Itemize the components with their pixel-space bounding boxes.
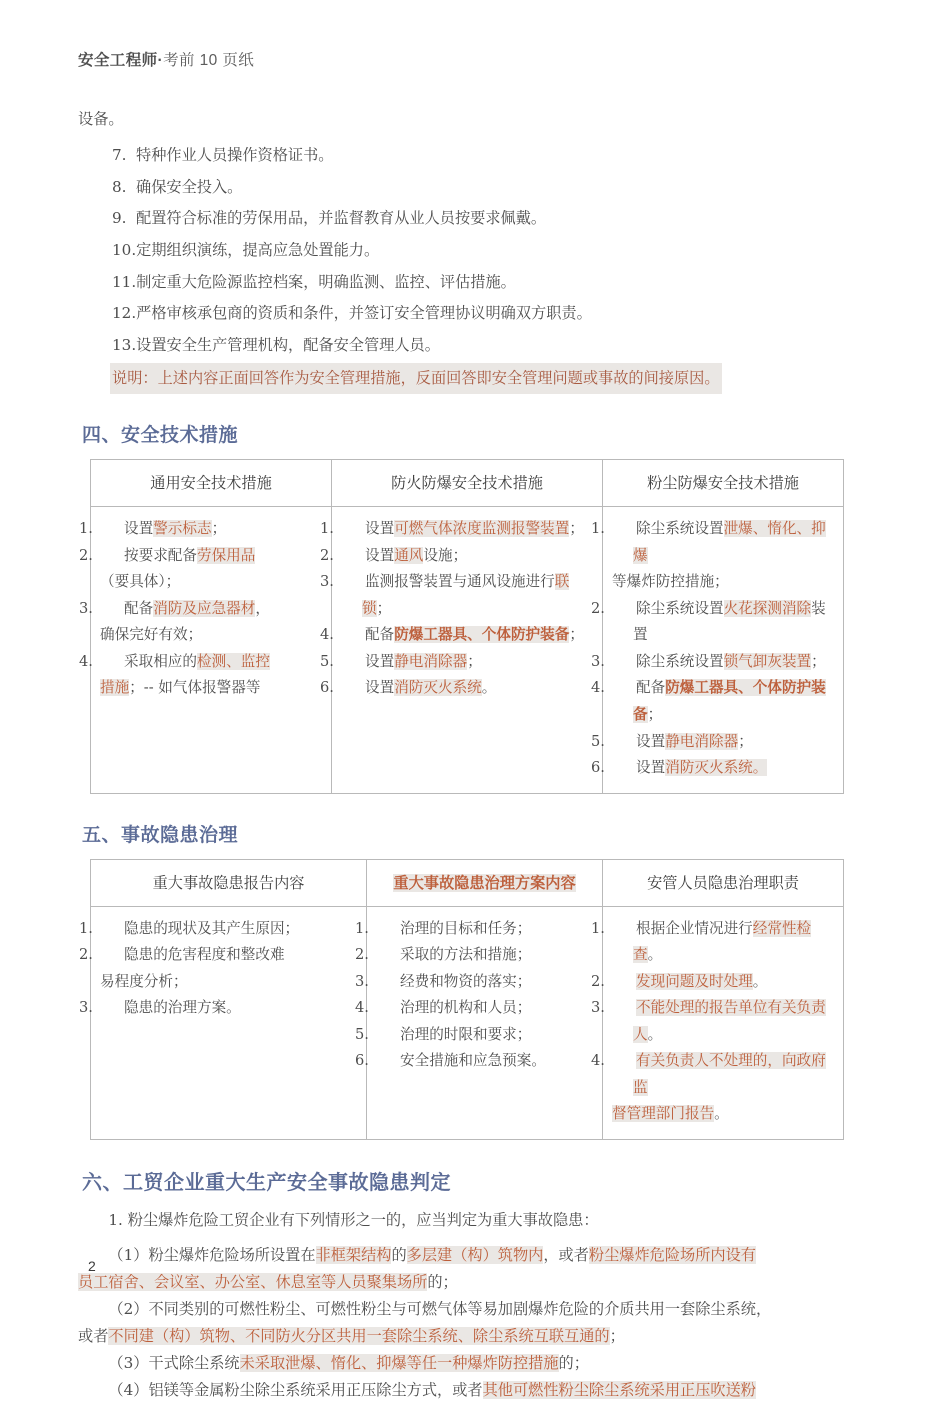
- line-number: 4.: [79, 652, 93, 670]
- cell-line: [79, 516, 322, 543]
- cell-line: [100, 622, 322, 649]
- line-text: 经费和物资的落实；: [400, 972, 532, 990]
- judgement-item-cont: [78, 1323, 868, 1350]
- cell-plan-content: [355, 906, 603, 1139]
- header-title: 安全工程师: [78, 52, 158, 69]
- line-number: 3.: [355, 972, 369, 990]
- highlight-term: 可燃气体浓度监测报警装置: [394, 520, 570, 538]
- judgement-item-cont: [78, 1269, 868, 1296]
- line-number: 6.: [320, 679, 334, 697]
- judgement-item: [78, 1242, 868, 1269]
- line-text: 等爆炸防控措施；: [612, 573, 729, 591]
- highlight-term: 联锁: [362, 573, 570, 617]
- item-seg: 的；: [558, 1354, 589, 1373]
- highlight-term: 锁气卸灰装置: [723, 652, 812, 670]
- highlight-term: 发现问题及时处理: [636, 972, 753, 990]
- section6-intro: 1. 粉尘爆炸危险工贸企业有下列情形之一的，应当判定为重大事故隐患：: [108, 1211, 599, 1230]
- line-text: 设置: [365, 652, 395, 670]
- item-label: （3）: [108, 1354, 149, 1373]
- list-item: [78, 331, 868, 361]
- line-text-post: ，: [255, 599, 270, 617]
- line-text: 按要求配备: [124, 546, 197, 564]
- line-number: 1.: [591, 520, 605, 538]
- list-item: [78, 141, 868, 171]
- line-text-post: 。: [752, 972, 768, 990]
- list-item: [78, 236, 868, 266]
- line-text: 配备: [636, 679, 666, 697]
- item-seg: ，或者: [543, 1246, 589, 1265]
- highlight-term: 泄爆、惰化、抑爆: [633, 520, 826, 564]
- highlight-term: 不能处理的报告单位有关负责人: [633, 999, 826, 1043]
- line-number: 1.: [79, 919, 93, 937]
- cell-line: [79, 995, 357, 1022]
- line-number: 3.: [79, 999, 93, 1017]
- line-text: 隐患的危害程度和整改难: [124, 946, 285, 964]
- cell-line: [612, 569, 834, 596]
- highlight-term: 消防灭火系统。: [665, 759, 768, 777]
- line-number: 2.: [79, 946, 93, 964]
- line-text: 治理的目标和任务；: [400, 919, 532, 937]
- cell-line: [79, 596, 322, 623]
- highlight-term: 火花探测消除: [723, 599, 812, 617]
- cell-line: [591, 729, 834, 756]
- line-text: 除尘系统设置: [636, 599, 724, 617]
- item-seg: 的；: [427, 1273, 458, 1292]
- list-item: [78, 268, 868, 298]
- list-item: [78, 299, 868, 329]
- line-number: 3.: [320, 573, 334, 591]
- list-item-number: 8.: [112, 177, 127, 196]
- line-text-post: ；: [467, 652, 482, 670]
- item-seg: ；: [609, 1327, 625, 1346]
- cell-line: [320, 675, 593, 702]
- list-item-number: 13.: [112, 335, 137, 354]
- cell-line: [591, 969, 834, 996]
- line-text: 采取相应的: [124, 652, 197, 670]
- line-text-post: ；: [647, 706, 663, 723]
- column-header-staff-duty: 安管人员隐患治理职责: [603, 859, 844, 906]
- cell-line: [355, 1048, 593, 1075]
- line-text: 隐患的现状及其产生原因；: [124, 919, 300, 937]
- line-text-post: ；: [811, 652, 826, 670]
- cell-line: [100, 969, 357, 996]
- line-text-post: 设施；: [423, 546, 468, 564]
- highlight-term: 不同建（构）筑物、不同防火分区共用一套除尘系统、除尘系统互联互通的: [108, 1327, 610, 1346]
- line-text: 根据企业情况进行: [636, 919, 753, 937]
- highlight-term: 防爆工器具、个体防护装备: [394, 626, 570, 644]
- highlight-term: 消防及应急器材: [153, 599, 256, 617]
- line-number: 6.: [355, 1052, 369, 1070]
- highlight-term: 防爆工器具、个体防护装备: [633, 679, 826, 723]
- item-seg: 粉尘爆炸危险场所设置在: [148, 1246, 316, 1265]
- line-text-post: 。: [647, 1025, 663, 1043]
- list-item: [78, 204, 868, 234]
- page-number: 2: [88, 1258, 96, 1274]
- header-separator: ·: [157, 52, 164, 69]
- list-item-number: 7.: [112, 146, 127, 165]
- item-label: （1）: [108, 1246, 149, 1265]
- item-label: （2）: [108, 1300, 149, 1319]
- line-number: 4.: [355, 999, 369, 1017]
- cell-line: [320, 543, 593, 570]
- line-text: 确保完好有效；: [100, 626, 203, 644]
- line-text: 设置: [365, 679, 395, 697]
- cell-line: [100, 675, 322, 702]
- cell-line: [355, 969, 593, 996]
- cell-line: [355, 995, 593, 1022]
- judgement-item: [78, 1377, 868, 1404]
- cell-line: [591, 916, 834, 969]
- cell-line: [591, 675, 834, 728]
- highlight-term: 静电消除器: [394, 652, 468, 670]
- section-heading-5: 五、事故隐患治理: [82, 824, 239, 846]
- line-number: 4.: [320, 626, 334, 644]
- table-row: [91, 906, 844, 1139]
- cell-line: [591, 596, 834, 649]
- line-text: 除尘系统设置: [636, 520, 724, 538]
- line-text: 隐患的治理方案。: [124, 999, 241, 1017]
- line-text-post: ；-- 如气体报警器等: [129, 679, 261, 697]
- line-number: 3.: [591, 999, 605, 1017]
- highlight-term: 措施: [100, 679, 130, 697]
- line-number: 3.: [79, 599, 93, 617]
- line-number: 5.: [591, 732, 605, 750]
- table-header-row: [91, 859, 844, 906]
- list-item-number: 12.: [112, 304, 137, 323]
- line-number: 1.: [79, 520, 93, 538]
- line-number: 2.: [591, 599, 605, 617]
- column-header-plan-content: [367, 859, 603, 906]
- note-paragraph: [78, 363, 868, 395]
- measures-list: [78, 141, 868, 360]
- line-text: 设置: [365, 546, 395, 564]
- line-text: 设置: [636, 732, 666, 750]
- cell-line: [320, 622, 593, 649]
- line-number: 4.: [591, 679, 605, 697]
- cell-line: [612, 1101, 834, 1128]
- column-header-fire-explosion: 防火防爆安全技术措施: [332, 460, 603, 507]
- list-item-text: 严格审核承包商的资质和条件，并签订安全管理协议明确双方职责。: [136, 304, 592, 323]
- item-seg: 不同类别的可燃性粉尘、可燃性粉尘与可燃气体等易加剧爆炸危险的介质共用一套除尘系统，: [148, 1300, 772, 1319]
- running-header: [78, 48, 872, 70]
- item-seg: 铝镁等金属粉尘除尘系统采用正压除尘方式，或者: [148, 1381, 483, 1400]
- table-header-row: [91, 460, 844, 507]
- judgement-item: [78, 1296, 868, 1323]
- cell-line: [591, 1048, 834, 1101]
- list-item: [78, 173, 868, 203]
- judgement-item: [78, 1350, 868, 1377]
- line-text: 监测报警装置与通风设施进行: [365, 573, 555, 591]
- line-text-post: ；: [569, 626, 584, 644]
- list-item-text: 制定重大危险源监控档案，明确监测、监控、评估措施。: [136, 272, 516, 291]
- highlight-term: 未采取泄爆、惰化、抑爆等任一种爆炸防控措施: [239, 1354, 559, 1373]
- safety-technical-measures-table: [79, 459, 844, 793]
- cell-line: [320, 649, 593, 676]
- section-heading-4: 四、安全技术措施: [82, 425, 239, 447]
- carryover-line: 设备。: [78, 110, 124, 128]
- cell-line: [79, 916, 357, 943]
- highlight-term: 督管理部门报告: [612, 1105, 715, 1123]
- line-number: 1.: [320, 520, 334, 538]
- header-highlight: 重大事故隐患治理方案内容: [393, 873, 576, 892]
- line-text: 治理的时限和要求；: [400, 1025, 532, 1043]
- highlight-term: 消防灭火系统: [394, 679, 482, 697]
- line-number: 2.: [591, 972, 605, 990]
- cell-line: [355, 916, 593, 943]
- highlight-term: 非框架结构: [315, 1246, 392, 1265]
- cell-line: [320, 569, 593, 622]
- line-text-post: 。: [481, 679, 497, 697]
- cell-line: [355, 1022, 593, 1049]
- hazard-governance-table: [79, 859, 844, 1140]
- cell-line: [591, 516, 834, 569]
- cell-line: [591, 649, 834, 676]
- cell-line: [79, 543, 322, 570]
- line-number: 1.: [591, 919, 605, 937]
- highlight-term: 警示标志: [153, 520, 212, 538]
- line-text: 设置: [636, 759, 666, 777]
- highlight-term: 静电消除器: [665, 732, 739, 750]
- line-text-post: ；: [211, 520, 227, 538]
- line-number: 5.: [320, 652, 334, 670]
- line-text: 治理的机构和人员；: [400, 999, 532, 1017]
- cell-line: [591, 995, 834, 1048]
- line-number: 6.: [591, 759, 605, 777]
- column-header-dust-explosion: 粉尘防爆安全技术措施: [603, 460, 844, 507]
- cell-line: [79, 942, 357, 969]
- list-item-text: 设置安全生产管理机构，配备安全管理人员。: [136, 335, 440, 354]
- document-body: [78, 106, 868, 1404]
- line-text: 易程度分析；: [100, 972, 188, 990]
- cell-fire-explosion-measures: [320, 507, 603, 793]
- cell-line: [355, 942, 593, 969]
- line-text: 设置: [365, 520, 395, 538]
- list-item-text: 特种作业人员操作资格证书。: [136, 146, 334, 165]
- item-seg: 或者: [78, 1327, 109, 1346]
- item-seg: 的: [391, 1246, 407, 1265]
- line-number: 2.: [355, 946, 369, 964]
- highlight-term: 劳保用品: [196, 546, 256, 564]
- highlight-term: 员工宿舍、会议室、办公室、休息室等人员聚集场所: [78, 1273, 428, 1292]
- header-subtitle: 考前 10 页纸: [163, 52, 255, 69]
- highlight-term: 经常性检查: [633, 919, 812, 964]
- column-header-report-content: 重大事故隐患报告内容: [91, 859, 367, 906]
- list-item-number: 10.: [112, 240, 137, 259]
- line-text-post: ；: [738, 732, 753, 750]
- cell-dust-explosion-measures: [591, 507, 844, 793]
- line-number: 2.: [320, 546, 334, 564]
- item-label: （4）: [108, 1381, 149, 1400]
- line-number: 3.: [591, 652, 605, 670]
- line-text-post: 装置: [633, 599, 826, 644]
- highlight-term: 其他可燃性粉尘除尘系统采用正压吹送粉: [482, 1381, 756, 1400]
- list-item-text: 配置符合标准的劳保用品，并监督教育从业人员按要求佩戴。: [136, 209, 547, 228]
- line-text-post: 。: [714, 1105, 729, 1123]
- line-text: 设置: [124, 520, 154, 538]
- line-number: 2.: [79, 546, 93, 564]
- line-text: 配备: [365, 626, 395, 644]
- cell-staff-duty: [591, 906, 844, 1139]
- cell-general-measures: [79, 507, 332, 793]
- list-item-number: 11.: [112, 272, 137, 291]
- highlight-term: 有关负责人不处理的，向政府监: [633, 1052, 826, 1096]
- line-text: 采取的方法和措施；: [400, 946, 532, 964]
- line-text-post: 。: [647, 946, 663, 964]
- item-seg: 干式除尘系统: [148, 1354, 240, 1373]
- column-header-general: 通用安全技术措施: [91, 460, 332, 507]
- line-number: 1.: [355, 919, 369, 937]
- list-item-number: 9.: [112, 209, 127, 228]
- cell-line: [320, 516, 593, 543]
- list-item-text: 定期组织演练，提高应急处置能力。: [136, 240, 380, 259]
- line-text-post: ；: [376, 599, 392, 617]
- highlight-term: 通风: [394, 546, 424, 564]
- highlight-term: 多层建（构）筑物内: [406, 1246, 544, 1265]
- line-number: 4.: [591, 1052, 605, 1070]
- line-text: 配备: [124, 599, 154, 617]
- line-number: 5.: [355, 1025, 369, 1043]
- highlight-term: 粉尘爆炸危险场所内设有: [588, 1246, 756, 1265]
- note-text: 说明：上述内容正面回答作为安全管理措施，反面回答即安全管理问题或事故的间接原因。: [110, 363, 722, 395]
- cell-line: [79, 649, 322, 676]
- cell-line: [100, 569, 322, 596]
- line-text-post: ；: [569, 520, 584, 538]
- cell-line: [591, 755, 834, 782]
- line-text: 安全措施和应急预案。: [400, 1052, 546, 1070]
- highlight-term: 检测、监控: [196, 652, 270, 670]
- list-item-text: 确保安全投入。: [136, 177, 243, 196]
- section-heading-6: 六、工贸企业重大生产安全事故隐患判定: [82, 1172, 451, 1195]
- table-row: [91, 507, 844, 793]
- line-text: （要具体）；: [100, 573, 181, 591]
- cell-report-content: [79, 906, 367, 1139]
- line-text: 除尘系统设置: [636, 652, 724, 670]
